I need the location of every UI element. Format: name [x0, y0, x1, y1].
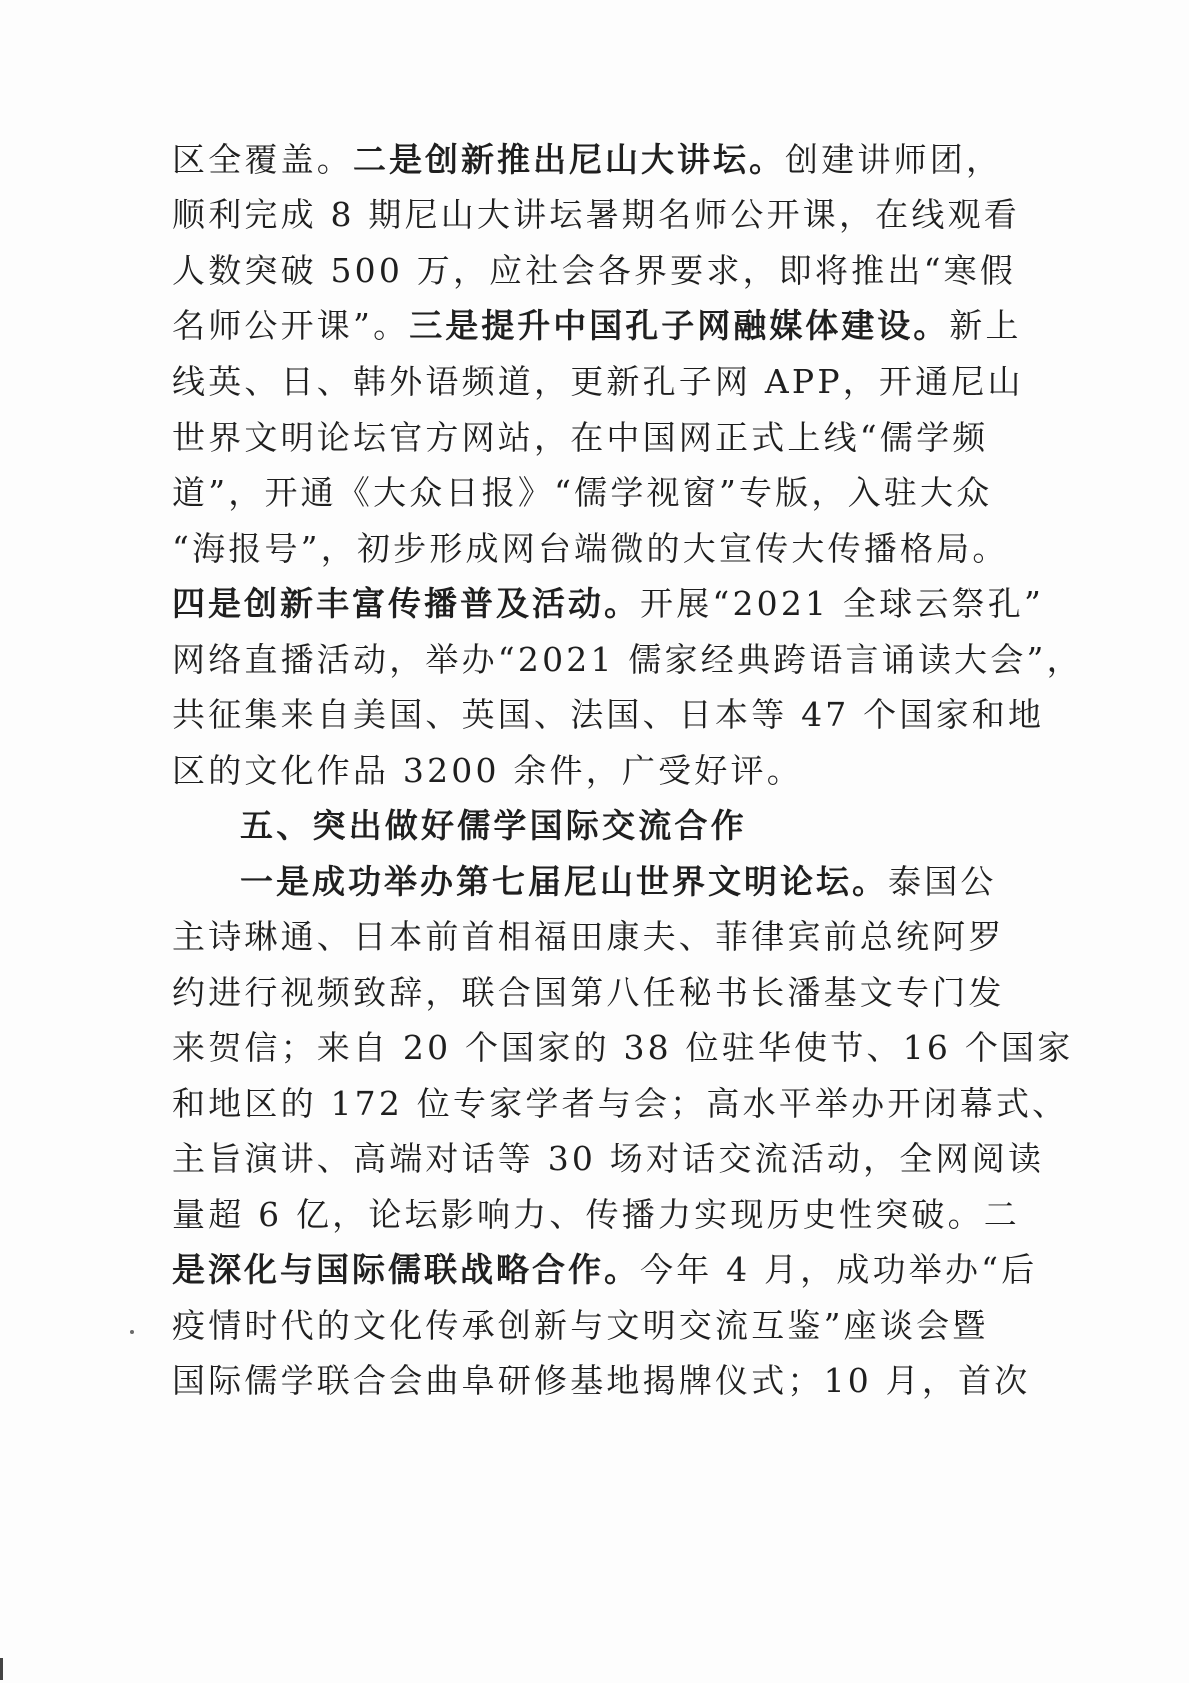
text-line-14	[240, 863, 997, 901]
text-line-10	[172, 641, 1083, 679]
section-heading	[240, 807, 747, 845]
text-span: 网络直播活动，举办“2021 儒家经典跨语言诵读大会”，	[172, 640, 1083, 679]
text-span: 今年 4 月，成功举办“后	[640, 1250, 1038, 1289]
text-line-7	[172, 474, 992, 512]
text-line-11	[172, 696, 1044, 734]
text-line-2	[172, 196, 1020, 234]
text-span: 来贺信；来自 20 个国家的 38 位驻华使节、16 个国家	[172, 1028, 1074, 1067]
text-line-12	[172, 752, 803, 790]
text-span: 人数突破 500 万，应社会各界要求，即将推出“寒假	[172, 251, 1017, 290]
text-span: 国际儒学联合会曲阜研修基地揭牌仪式；10 月，首次	[172, 1361, 1031, 1400]
text-span: 疫情时代的文化传承创新与文明交流互鉴”座谈会暨	[172, 1306, 989, 1345]
text-line-22	[172, 1307, 988, 1345]
scan-edge-mark	[0, 1658, 3, 1680]
text-span: 世界文明论坛官方网站，在中国网正式上线“儒学频	[172, 418, 989, 457]
text-line-18	[172, 1085, 1068, 1123]
text-line-15	[172, 918, 1005, 956]
bold-lead-phrase: 三是提升中国孔子网融媒体建设。	[409, 306, 950, 345]
text-span: 约进行视频致辞，联合国第八任秘书长潘基文专门发	[172, 973, 1005, 1012]
text-line-3	[172, 252, 1016, 290]
text-line-4	[172, 307, 1022, 345]
text-line-6	[172, 419, 988, 457]
text-span: 名师公开课”。	[172, 306, 410, 345]
text-span: 线英、日、韩外语频道，更新孔子网 APP，开通尼山	[172, 362, 1024, 401]
text-line-9	[172, 585, 1044, 623]
text-span: 区全覆盖。	[172, 140, 353, 179]
text-span: 顺利完成 8 期尼山大讲坛暑期名师公开课，在线观看	[172, 195, 1020, 234]
text-line-16	[172, 974, 1005, 1012]
text-span: 量超 6 亿，论坛影响力、传播力实现历史性突破。二	[172, 1195, 1020, 1234]
text-line-17	[172, 1029, 1073, 1067]
text-span: 共征集来自美国、英国、法国、日本等 47 个国家和地	[172, 695, 1045, 734]
text-line-23	[172, 1362, 1030, 1400]
text-line-20	[172, 1196, 1020, 1234]
section-heading-text: 五、突出做好儒学国际交流合作	[240, 806, 747, 845]
text-span: 区的文化作品 3200 余件，广受好评。	[172, 751, 803, 790]
scan-speck	[130, 1330, 134, 1334]
text-span: “海报号”，初步形成网台端微的大宣传大传播格局。	[172, 529, 1009, 568]
text-span: 和地区的 172 位专家学者与会；高水平举办开闭幕式、	[172, 1084, 1069, 1123]
text-span: 新上	[949, 306, 1022, 345]
text-span: 道”，开通《大众日报》“儒学视窗”专版，入驻大众	[172, 473, 993, 512]
bold-lead-phrase: 四是创新丰富传播普及活动。	[172, 584, 640, 623]
text-line-1	[172, 141, 1002, 179]
bold-lead-phrase: 一是成功举办第七届尼山世界文明论坛。	[240, 862, 888, 901]
text-span: 主诗琳通、日本前首相福田康夫、菲律宾前总统阿罗	[172, 917, 1005, 956]
bold-lead-phrase: 二是创新推出尼山大讲坛。	[353, 140, 785, 179]
bold-lead-phrase: 是深化与国际儒联战略合作。	[172, 1250, 640, 1289]
text-span: 主旨演讲、高端对话等 30 场对话交流活动，全网阅读	[172, 1139, 1045, 1178]
text-line-8	[172, 530, 1009, 568]
text-line-21	[172, 1251, 1037, 1289]
text-span: 开展“2021 全球云祭孔”	[640, 584, 1045, 623]
text-span: 创建讲师团，	[785, 140, 1003, 179]
text-span: 泰国公	[888, 862, 997, 901]
text-line-19	[172, 1140, 1044, 1178]
text-line-5	[172, 363, 1024, 401]
